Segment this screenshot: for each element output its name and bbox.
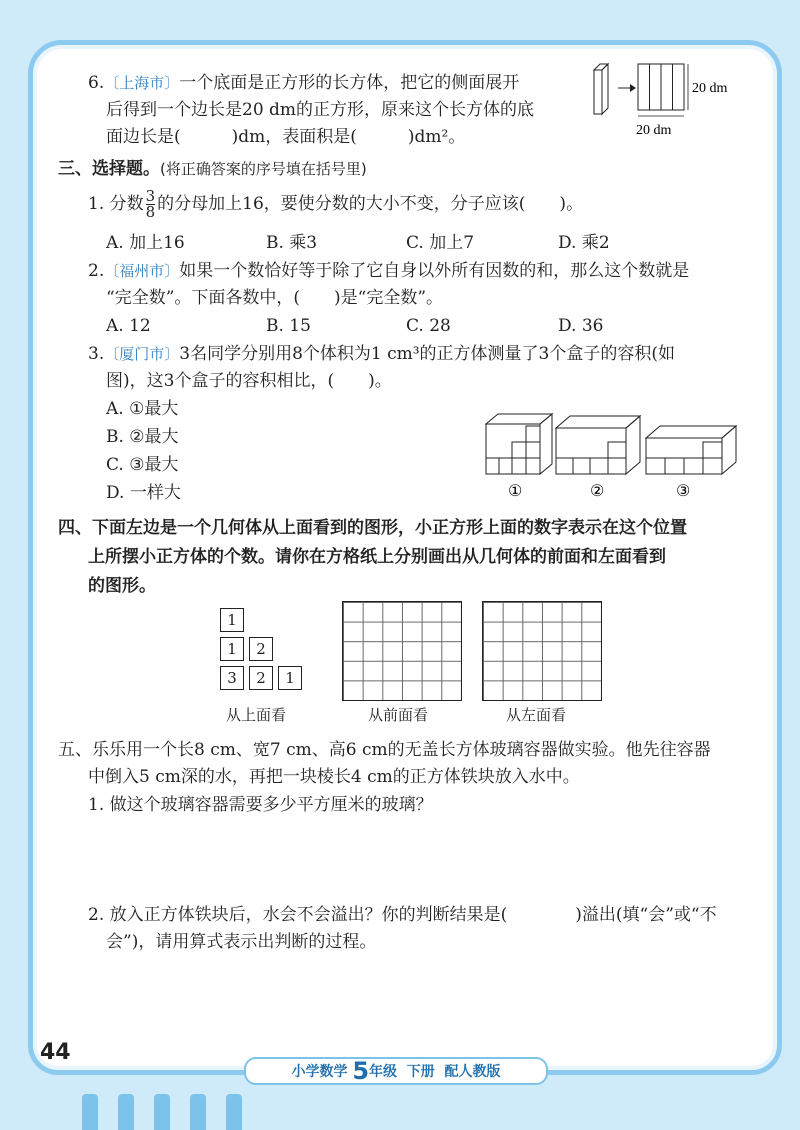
s5-q2-line2: 会”)，请用算式表示出判断的过程。: [106, 932, 377, 952]
page-number: 44: [40, 1040, 71, 1065]
top-view-cell: 1: [220, 637, 244, 661]
arrow-icon: [618, 84, 636, 92]
s3-q1-option-c[interactable]: C. 加上7: [406, 233, 475, 253]
s5-q1: 1. 做这个玻璃容器需要多少平方厘米的玻璃？: [88, 795, 433, 815]
top-view-cell: 3: [220, 666, 244, 690]
s3-q3-option-b[interactable]: B. ②最大: [106, 427, 179, 447]
left-view-grid[interactable]: [482, 601, 602, 701]
s3-q3-line2: 图)，这3个盒子的容积相比，( )。: [106, 371, 392, 391]
caption-front-view: 从前面看: [368, 706, 429, 724]
s3-q3-option-d[interactable]: D. 一样大: [106, 483, 181, 503]
section3-title: 三、选择题。(将正确答案的序号填在括号里): [58, 159, 367, 179]
top-view-cell: 2: [249, 666, 273, 690]
box-3-label: ③: [676, 481, 691, 500]
top-view-cell: 1: [220, 608, 244, 632]
section5-line2: 中倒入5 cm深的水，再把一块棱长4 cm的正方体铁块放入水中。: [88, 767, 580, 787]
section4-line2: 上所摆小正方体的个数。请你在方格纸上分别画出从几何体的前面和左面看到: [88, 547, 666, 567]
s3-q1-option-d[interactable]: D. 乘2: [558, 233, 610, 253]
s3-q2-option-b[interactable]: B. 15: [266, 316, 311, 336]
s3-q1-option-b[interactable]: B. 乘3: [266, 233, 318, 253]
region-tag: 〔上海市〕: [104, 74, 180, 92]
s3-q1-option-a[interactable]: A. 加上16: [106, 233, 185, 253]
top-view-cell: 2: [249, 637, 273, 661]
q6-line2: 后得到一个边长是20 dm的正方形，原来这个长方体的底: [106, 100, 535, 120]
box-3: [646, 426, 736, 474]
unfolded-square: [638, 64, 684, 110]
s3-q2-option-a[interactable]: A. 12: [106, 316, 151, 336]
box-2-label: ②: [590, 481, 605, 500]
decorative-stripes: [0, 1090, 800, 1130]
front-view-grid[interactable]: [342, 601, 462, 701]
caption-left-view: 从左面看: [506, 706, 567, 724]
fraction: $\frac{3}{8}$: [145, 187, 156, 221]
s3-q2-option-c[interactable]: C. 28: [406, 316, 451, 336]
dim-bottom-label: 20 dm: [636, 123, 672, 138]
s3-q2-option-d[interactable]: D. 36: [558, 316, 604, 336]
top-view-cell: 1: [278, 666, 302, 690]
section4-line1: 四、下面左边是一个几何体从上面看到的图形，小正方形上面的数字表示在这个位置: [58, 518, 687, 538]
box-1: [486, 414, 552, 474]
boxes-figure: [480, 408, 750, 500]
dim-right-label: 20 dm: [692, 81, 728, 96]
s3-q3-option-c[interactable]: C. ③最大: [106, 455, 179, 475]
s3-q2-line1: 2.〔福州市〕如果一个数恰好等于除了它自身以外所有因数的和，那么这个数就是: [88, 261, 690, 281]
s3-q1: 1. 分数 $\frac{3}{8}$ 的分母加上16，要使分数的大小不变，分子应该( )。: [88, 187, 584, 221]
s5-q1-answer-area[interactable]: [106, 822, 746, 898]
prism-unfold-figure: [588, 62, 758, 140]
s3-q3-line1: 3.〔厦门市〕3名同学分别用8个体积为1 cm³的正方体测量了3个盒子的容积(如: [88, 344, 676, 364]
caption-top-view: 从上面看: [226, 706, 287, 724]
q6-line1: 6.〔上海市〕一个底面是正方形的长方体，把它的侧面展开: [88, 73, 520, 93]
section5-line1: 五、乐乐用一个长8 cm、宽7 cm、高6 cm的无盖长方体玻璃容器做实验。他先往容器: [58, 740, 711, 760]
s5-q2-answer-area[interactable]: [106, 960, 746, 1030]
section4-line3: 的图形。: [88, 576, 156, 596]
prism-icon: [594, 64, 608, 114]
q6-line3: 面边长是( )dm，表面积是( )dm²。: [106, 127, 466, 147]
top-view-figure: [220, 608, 310, 698]
s5-q2-line1: 2. 放入正方体铁块后，水会不会溢出？你的判断结果是( )溢出(填“会”或“不: [88, 905, 717, 925]
box-2: [556, 416, 640, 474]
s3-q2-line2: “完全数”。下面各数中，( )是“完全数”。: [106, 288, 444, 308]
s3-q3-option-a[interactable]: A. ①最大: [106, 399, 179, 419]
footer-banner: 小学数学 5年级 下册 配人教版: [244, 1057, 548, 1085]
box-1-label: ①: [508, 481, 523, 500]
